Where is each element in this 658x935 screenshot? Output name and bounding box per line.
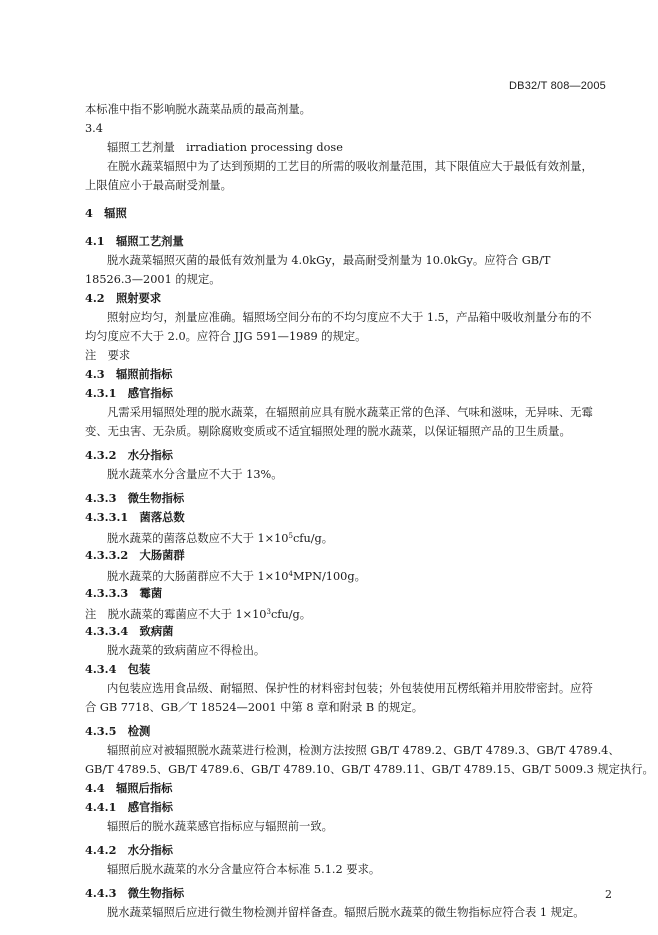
paragraph-line: 脱水蔬菜辐照灭菌的最低有效剂量为 4.0kGy，最高耐受剂量为 10.0kGy。应符合 GB/T — [107, 254, 551, 267]
text-run: cfu/g。 — [292, 532, 334, 545]
paragraph-line: 本标准中指不影响脱水蔬菜品质的最高剂量。 — [85, 103, 311, 116]
text-run: MPN/100g。 — [292, 570, 366, 583]
paragraph-line — [85, 565, 607, 584]
paragraph-line: 内包装应选用食品级、耐辐照、保护性的材料密封包装；外包装使用瓦楞纸箱并用胶带密封。应符 — [107, 682, 593, 695]
paragraph-line: 均匀度应不大于 2.0。应符合 JJG 591—1989 的规定。 — [85, 330, 367, 343]
section-heading: 4.4.3 微生物指标 — [85, 886, 185, 900]
text-run: cfu/g。 — [270, 608, 312, 621]
section-heading: 4.3.4 包装 — [85, 662, 151, 676]
page-number: 2 — [605, 888, 612, 901]
paragraph-line — [85, 527, 607, 546]
paragraph-line: 脱水蔬菜的致病菌应不得检出。 — [107, 644, 266, 657]
paragraph-line: 辐照后的脱水蔬菜感官指标应与辐照前一致。 — [107, 820, 333, 833]
standard-number: DB32/T 808—2005 — [509, 80, 606, 92]
paragraph-line: 18526.3—2001 的规定。 — [85, 273, 221, 286]
term-number: 3.4 — [85, 122, 103, 135]
paragraph-line: 凡需采用辐照处理的脱水蔬菜，在辐照前应具有脱水蔬菜正常的色泽、气味和滋味，无异味、无霉 — [107, 406, 593, 419]
section-heading: 4.3.2 水分指标 — [85, 448, 173, 462]
section-heading: 4.4.1 感官指标 — [85, 800, 173, 814]
section-heading: 4.4 辐照后指标 — [85, 781, 173, 795]
paragraph-line: 照射应均匀，剂量应准确。辐照场空间分布的不均匀度应不大于 1.5，产品箱中吸收剂量分布的不 — [107, 311, 592, 324]
paragraph-line: 变、无虫害、无杂质。剔除腐败变质或不适宜辐照处理的脱水蔬菜，以保证辐照产品的卫生质量。 — [85, 425, 571, 438]
paragraph-line: GB/T 4789.5、GB/T 4789.6、GB/T 4789.10、GB/T 4789.11、GB/T 4789.15、GB/T 5009.3 规定执行。 — [85, 763, 654, 776]
note-line: 注 要求 — [85, 349, 131, 362]
section-heading: 4.3 辐照前指标 — [85, 367, 173, 381]
note-line — [85, 603, 607, 622]
paragraph-line: 合 GB 7718、GB／T 18524—2001 中第 8 章和附录 B 的规定。 — [85, 701, 423, 714]
section-heading: 4.4.2 水分指标 — [85, 843, 173, 857]
section-heading: 4.3.3.2 大肠菌群 — [85, 548, 185, 562]
text-run: 注 脱水蔬菜的霉菌应不大于 1×10 — [85, 608, 267, 621]
text-run: 脱水蔬菜的菌落总数应不大于 1×10 — [107, 532, 289, 545]
paragraph-line: 脱水蔬菜水分含量应不大于 13%。 — [107, 468, 283, 481]
exponent: 4 — [288, 570, 293, 578]
paragraph-line: 上限值应小于最高耐受剂量。 — [85, 179, 232, 192]
section-heading: 4.3.3.1 菌落总数 — [85, 510, 185, 524]
paragraph-line: 脱水蔬菜辐照后应进行微生物检测并留样备查。辐照后脱水蔬菜的微生物指标应符合表 1 规定。 — [107, 906, 585, 919]
section-heading: 4.3.1 感官指标 — [85, 386, 173, 400]
section-heading: 4.3.3 微生物指标 — [85, 491, 185, 505]
text-run: 脱水蔬菜的大肠菌群应不大于 1×10 — [107, 570, 289, 583]
paragraph-line: 在脱水蔬菜辐照中为了达到预期的工艺目的所需的吸收剂量范围，其下限值应大于最低有效剂量， — [107, 160, 593, 173]
exponent: 3 — [266, 608, 271, 616]
paragraph-line: 辐照后脱水蔬菜的水分含量应符合本标准 5.1.2 要求。 — [107, 863, 381, 876]
section-heading: 4.3.3.4 致病菌 — [85, 624, 174, 638]
section-heading: 4.3.5 检测 — [85, 724, 151, 738]
exponent: 5 — [288, 532, 293, 540]
paragraph-line: 辐照前应对被辐照脱水蔬菜进行检测，检测方法按照 GB/T 4789.2、GB/T 4789.3、GB/T 4789.4、 — [107, 744, 620, 757]
section-heading: 4.3.3.3 霉菌 — [85, 586, 163, 600]
section-heading: 4 辐照 — [85, 206, 127, 220]
section-heading: 4.2 照射要求 — [85, 291, 162, 305]
document-body — [85, 100, 654, 922]
term-title: 辐照工艺剂量 irradiation processing dose — [107, 141, 343, 154]
section-heading: 4.1 辐照工艺剂量 — [85, 234, 184, 248]
